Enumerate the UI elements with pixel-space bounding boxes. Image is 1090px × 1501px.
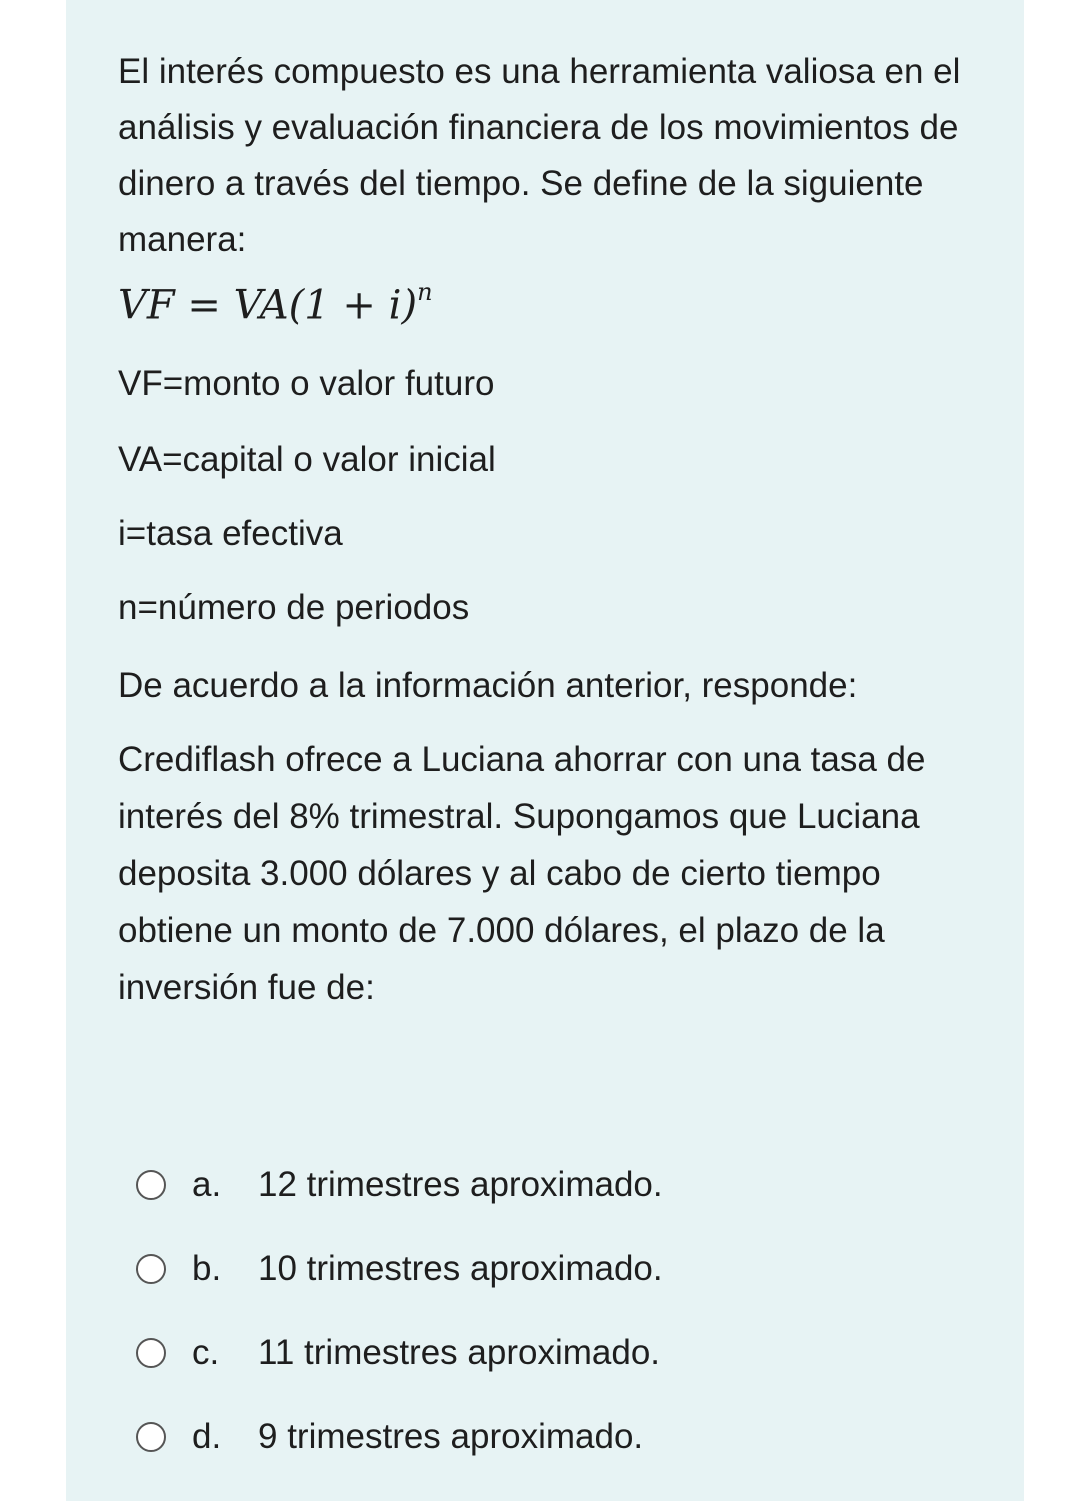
definition-va: VA=capital o valor inicial	[118, 440, 496, 479]
question-problem: Crediflash ofrece a Luciana ahorrar con una tasa de interés del 8% trimestral. Supongamos que Luciana deposita 3.000 dólares y al cabo de cierto tiempo obtiene un monto de 7.000 dólares, el plazo de la inversión fue de:	[118, 740, 926, 1007]
option-text: 12 trimestres aproximado.	[258, 1165, 663, 1204]
answer-option-a[interactable]	[136, 1160, 663, 1210]
radio-button-c[interactable]	[136, 1338, 166, 1368]
answer-option-b[interactable]	[136, 1244, 663, 1294]
radio-button-d[interactable]	[136, 1422, 166, 1452]
answer-option-c[interactable]	[136, 1328, 660, 1378]
definition-n: n=número de periodos	[118, 588, 470, 627]
formula-rhs-base: VA(1 + i)	[233, 282, 418, 329]
compound-interest-formula	[118, 278, 433, 329]
question-prompt: De acuerdo a la información anterior, responde:	[118, 666, 858, 705]
option-letter: b.	[192, 1249, 222, 1288]
formula-equals: =	[187, 282, 221, 329]
option-text: 11 trimestres aproximado.	[258, 1333, 661, 1372]
option-letter: a.	[192, 1165, 222, 1204]
answer-option-d[interactable]	[136, 1412, 643, 1462]
option-text: 9 trimestres aproximado.	[258, 1417, 644, 1456]
radio-button-a[interactable]	[136, 1170, 166, 1200]
formula-lhs: VF	[118, 282, 175, 329]
radio-button-b[interactable]	[136, 1254, 166, 1284]
definition-vf: VF=monto o valor futuro	[118, 364, 495, 403]
option-text: 10 trimestres aproximado.	[258, 1249, 663, 1288]
question-intro: El interés compuesto es una herramienta valiosa en el análisis y evaluación financiera de los movimientos de dinero a través del tiempo. Se define de la siguiente manera:	[118, 52, 961, 259]
definition-i: i=tasa efectiva	[118, 514, 343, 553]
option-letter: d.	[192, 1417, 222, 1456]
option-letter: c.	[192, 1333, 220, 1372]
formula-exponent: n	[417, 278, 433, 306]
